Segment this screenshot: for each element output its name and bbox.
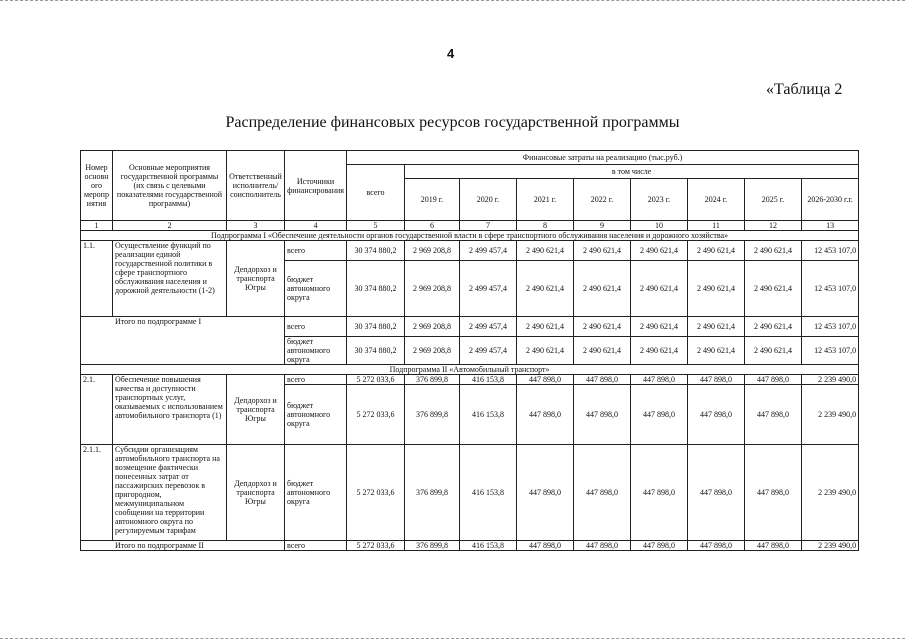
value-cell: 447 898,0 [688, 375, 745, 385]
table-label: «Таблица 2 [766, 81, 843, 98]
value-cell: 2 490 621,4 [745, 261, 802, 317]
column-number: 3 [227, 221, 285, 231]
subprogram-title: Подпрограмма II «Автомобильный транспорт» [81, 365, 859, 375]
value-cell: 447 898,0 [745, 541, 802, 551]
column-number: 2 [113, 221, 227, 231]
total-row [81, 317, 859, 337]
row-number: 1.1. [81, 241, 113, 317]
value-cell: 2 490 621,4 [517, 241, 574, 261]
value-cell: 447 898,0 [574, 541, 631, 551]
table-row [81, 241, 859, 261]
value-cell: 2 490 621,4 [631, 241, 688, 261]
header-including: в том числе [405, 165, 859, 179]
header-activities: Основные мероприятия государственной программы (их связь с целевыми показателями государственной программы) [113, 151, 227, 221]
source-cell: бюджет автономного округа [285, 261, 347, 317]
activity-name: Субсидии организациям автомобильного транспорта на возмещение фактически понесенных затрат от пассажирских перевозок в пригородном, межмуниципальном сообщении на территории автономного округа по регулируемым тарифам [113, 445, 227, 541]
value-cell: 2 490 621,4 [517, 261, 574, 317]
value-cell: 2 490 621,4 [631, 337, 688, 365]
header-sources: Источники финансирования [285, 151, 347, 221]
header-executor: Ответственный исполнитель/ соисполнитель [227, 151, 285, 221]
value-cell: 2 490 621,4 [517, 317, 574, 337]
value-cell: 12 453 107,0 [802, 261, 859, 317]
value-cell: 2 490 621,4 [631, 261, 688, 317]
value-cell: 447 898,0 [517, 445, 574, 541]
scan-top-edge [0, 0, 905, 5]
source-cell: всего [285, 317, 347, 337]
total-label: Итого по подпрограмме I [81, 317, 285, 365]
value-cell: 2 490 621,4 [745, 241, 802, 261]
executor-cell: Депдорхоз и транспорта Югры [227, 445, 285, 541]
value-cell: 5 272 033,6 [347, 541, 405, 551]
activity-name: Обеспечение повышения качества и доступности транспортных услуг, оказываемых с использованием автомобильного транспорта (1) [113, 375, 227, 445]
table-row [81, 375, 859, 385]
subprogram-title: Подпрограмма I «Обеспечение деятельности органов государственной власти в сфере транспортного обслуживания населения и дорожного хозяйства» [81, 231, 859, 241]
value-cell: 2 239 490,0 [802, 445, 859, 541]
value-cell: 5 272 033,6 [347, 375, 405, 385]
value-cell: 2 969 208,8 [405, 337, 460, 365]
value-cell: 447 898,0 [631, 445, 688, 541]
table-header [81, 151, 859, 231]
value-cell: 376 899,8 [405, 541, 460, 551]
value-cell: 376 899,8 [405, 375, 460, 385]
value-cell: 447 898,0 [574, 385, 631, 445]
header-year: 2026-2030 г.г. [802, 179, 859, 221]
total-label: Итого по подпрограмме II [81, 541, 285, 551]
value-cell: 12 453 107,0 [802, 241, 859, 261]
value-cell: 2 490 621,4 [574, 317, 631, 337]
executor-cell: Депдорхоз и транспорта Югры [227, 241, 285, 317]
value-cell: 2 490 621,4 [517, 337, 574, 365]
value-cell: 12 453 107,0 [802, 337, 859, 365]
value-cell: 2 969 208,8 [405, 261, 460, 317]
value-cell: 2 239 490,0 [802, 541, 859, 551]
subprogram-title-row [81, 365, 859, 375]
value-cell: 5 272 033,6 [347, 385, 405, 445]
financial-resources-table [80, 150, 859, 551]
value-cell: 376 899,8 [405, 385, 460, 445]
header-year: 2023 г. [631, 179, 688, 221]
value-cell: 2 490 621,4 [688, 241, 745, 261]
value-cell: 447 898,0 [745, 375, 802, 385]
value-cell: 447 898,0 [745, 445, 802, 541]
value-cell: 30 374 880,2 [347, 261, 405, 317]
source-cell: бюджет автономного округа [285, 337, 347, 365]
subprogram-title-row [81, 231, 859, 241]
value-cell: 2 490 621,4 [631, 317, 688, 337]
value-cell: 2 490 621,4 [574, 261, 631, 317]
value-cell: 447 898,0 [574, 445, 631, 541]
value-cell: 2 499 457,4 [460, 261, 517, 317]
source-cell: бюджет автономного округа [285, 445, 347, 541]
value-cell: 416 153,8 [460, 445, 517, 541]
column-number: 13 [802, 221, 859, 231]
value-cell: 2 969 208,8 [405, 317, 460, 337]
value-cell: 447 898,0 [517, 385, 574, 445]
value-cell: 447 898,0 [631, 541, 688, 551]
value-cell: 2 490 621,4 [574, 337, 631, 365]
scan-bottom-edge [0, 634, 905, 639]
header-year: 2019 г. [405, 179, 460, 221]
header-year: 2024 г. [688, 179, 745, 221]
column-number: 1 [81, 221, 113, 231]
value-cell: 447 898,0 [745, 385, 802, 445]
header-year: 2021 г. [517, 179, 574, 221]
value-cell: 2 490 621,4 [574, 241, 631, 261]
header-num: Номер основного мероприятия [81, 151, 113, 221]
header-financial: Финансовые затраты на реализацию (тыс.руб.) [347, 151, 859, 165]
value-cell: 30 374 880,2 [347, 337, 405, 365]
value-cell: 2 490 621,4 [688, 261, 745, 317]
value-cell: 2 499 457,4 [460, 317, 517, 337]
value-cell: 30 374 880,2 [347, 317, 405, 337]
header-year: 2025 г. [745, 179, 802, 221]
source-cell: бюджет автономного округа [285, 385, 347, 445]
source-cell: всего [285, 375, 347, 385]
header-year: 2022 г. [574, 179, 631, 221]
source-cell: всего [285, 541, 347, 551]
column-number: 9 [574, 221, 631, 231]
value-cell: 376 899,8 [405, 445, 460, 541]
page-number: 4 [447, 46, 455, 61]
header-total: всего [347, 165, 405, 221]
value-cell: 416 153,8 [460, 541, 517, 551]
value-cell: 2 499 457,4 [460, 241, 517, 261]
value-cell: 447 898,0 [688, 541, 745, 551]
value-cell: 2 239 490,0 [802, 385, 859, 445]
column-number: 7 [460, 221, 517, 231]
value-cell: 447 898,0 [574, 375, 631, 385]
header-year: 2020 г. [460, 179, 517, 221]
value-cell: 2 239 490,0 [802, 375, 859, 385]
column-number: 10 [631, 221, 688, 231]
value-cell: 447 898,0 [631, 385, 688, 445]
table-row [81, 445, 859, 541]
value-cell: 416 153,8 [460, 375, 517, 385]
total-row [81, 541, 859, 551]
value-cell: 447 898,0 [517, 541, 574, 551]
value-cell: 2 490 621,4 [688, 317, 745, 337]
value-cell: 30 374 880,2 [347, 241, 405, 261]
row-number: 2.1.1. [81, 445, 113, 541]
column-number: 8 [517, 221, 574, 231]
column-number: 4 [285, 221, 347, 231]
source-cell: всего [285, 241, 347, 261]
value-cell: 447 898,0 [631, 375, 688, 385]
value-cell: 2 490 621,4 [745, 317, 802, 337]
value-cell: 5 272 033,6 [347, 445, 405, 541]
row-number: 2.1. [81, 375, 113, 445]
value-cell: 12 453 107,0 [802, 317, 859, 337]
column-number: 5 [347, 221, 405, 231]
table-body [81, 231, 859, 551]
value-cell: 447 898,0 [517, 375, 574, 385]
executor-cell: Депдорхоз и транспорта Югры [227, 375, 285, 445]
document-title: Распределение финансовых ресурсов государственной программы [225, 114, 680, 131]
value-cell: 2 490 621,4 [688, 337, 745, 365]
activity-name: Осуществление функций по реализации единой государственной политики в сфере транспортного обслуживания населения и дорожной деятельности (1-2) [113, 241, 227, 317]
value-cell: 2 490 621,4 [745, 337, 802, 365]
value-cell: 416 153,8 [460, 385, 517, 445]
column-number: 6 [405, 221, 460, 231]
column-number: 11 [688, 221, 745, 231]
value-cell: 447 898,0 [688, 385, 745, 445]
value-cell: 447 898,0 [688, 445, 745, 541]
column-number: 12 [745, 221, 802, 231]
value-cell: 2 499 457,4 [460, 337, 517, 365]
value-cell: 2 969 208,8 [405, 241, 460, 261]
